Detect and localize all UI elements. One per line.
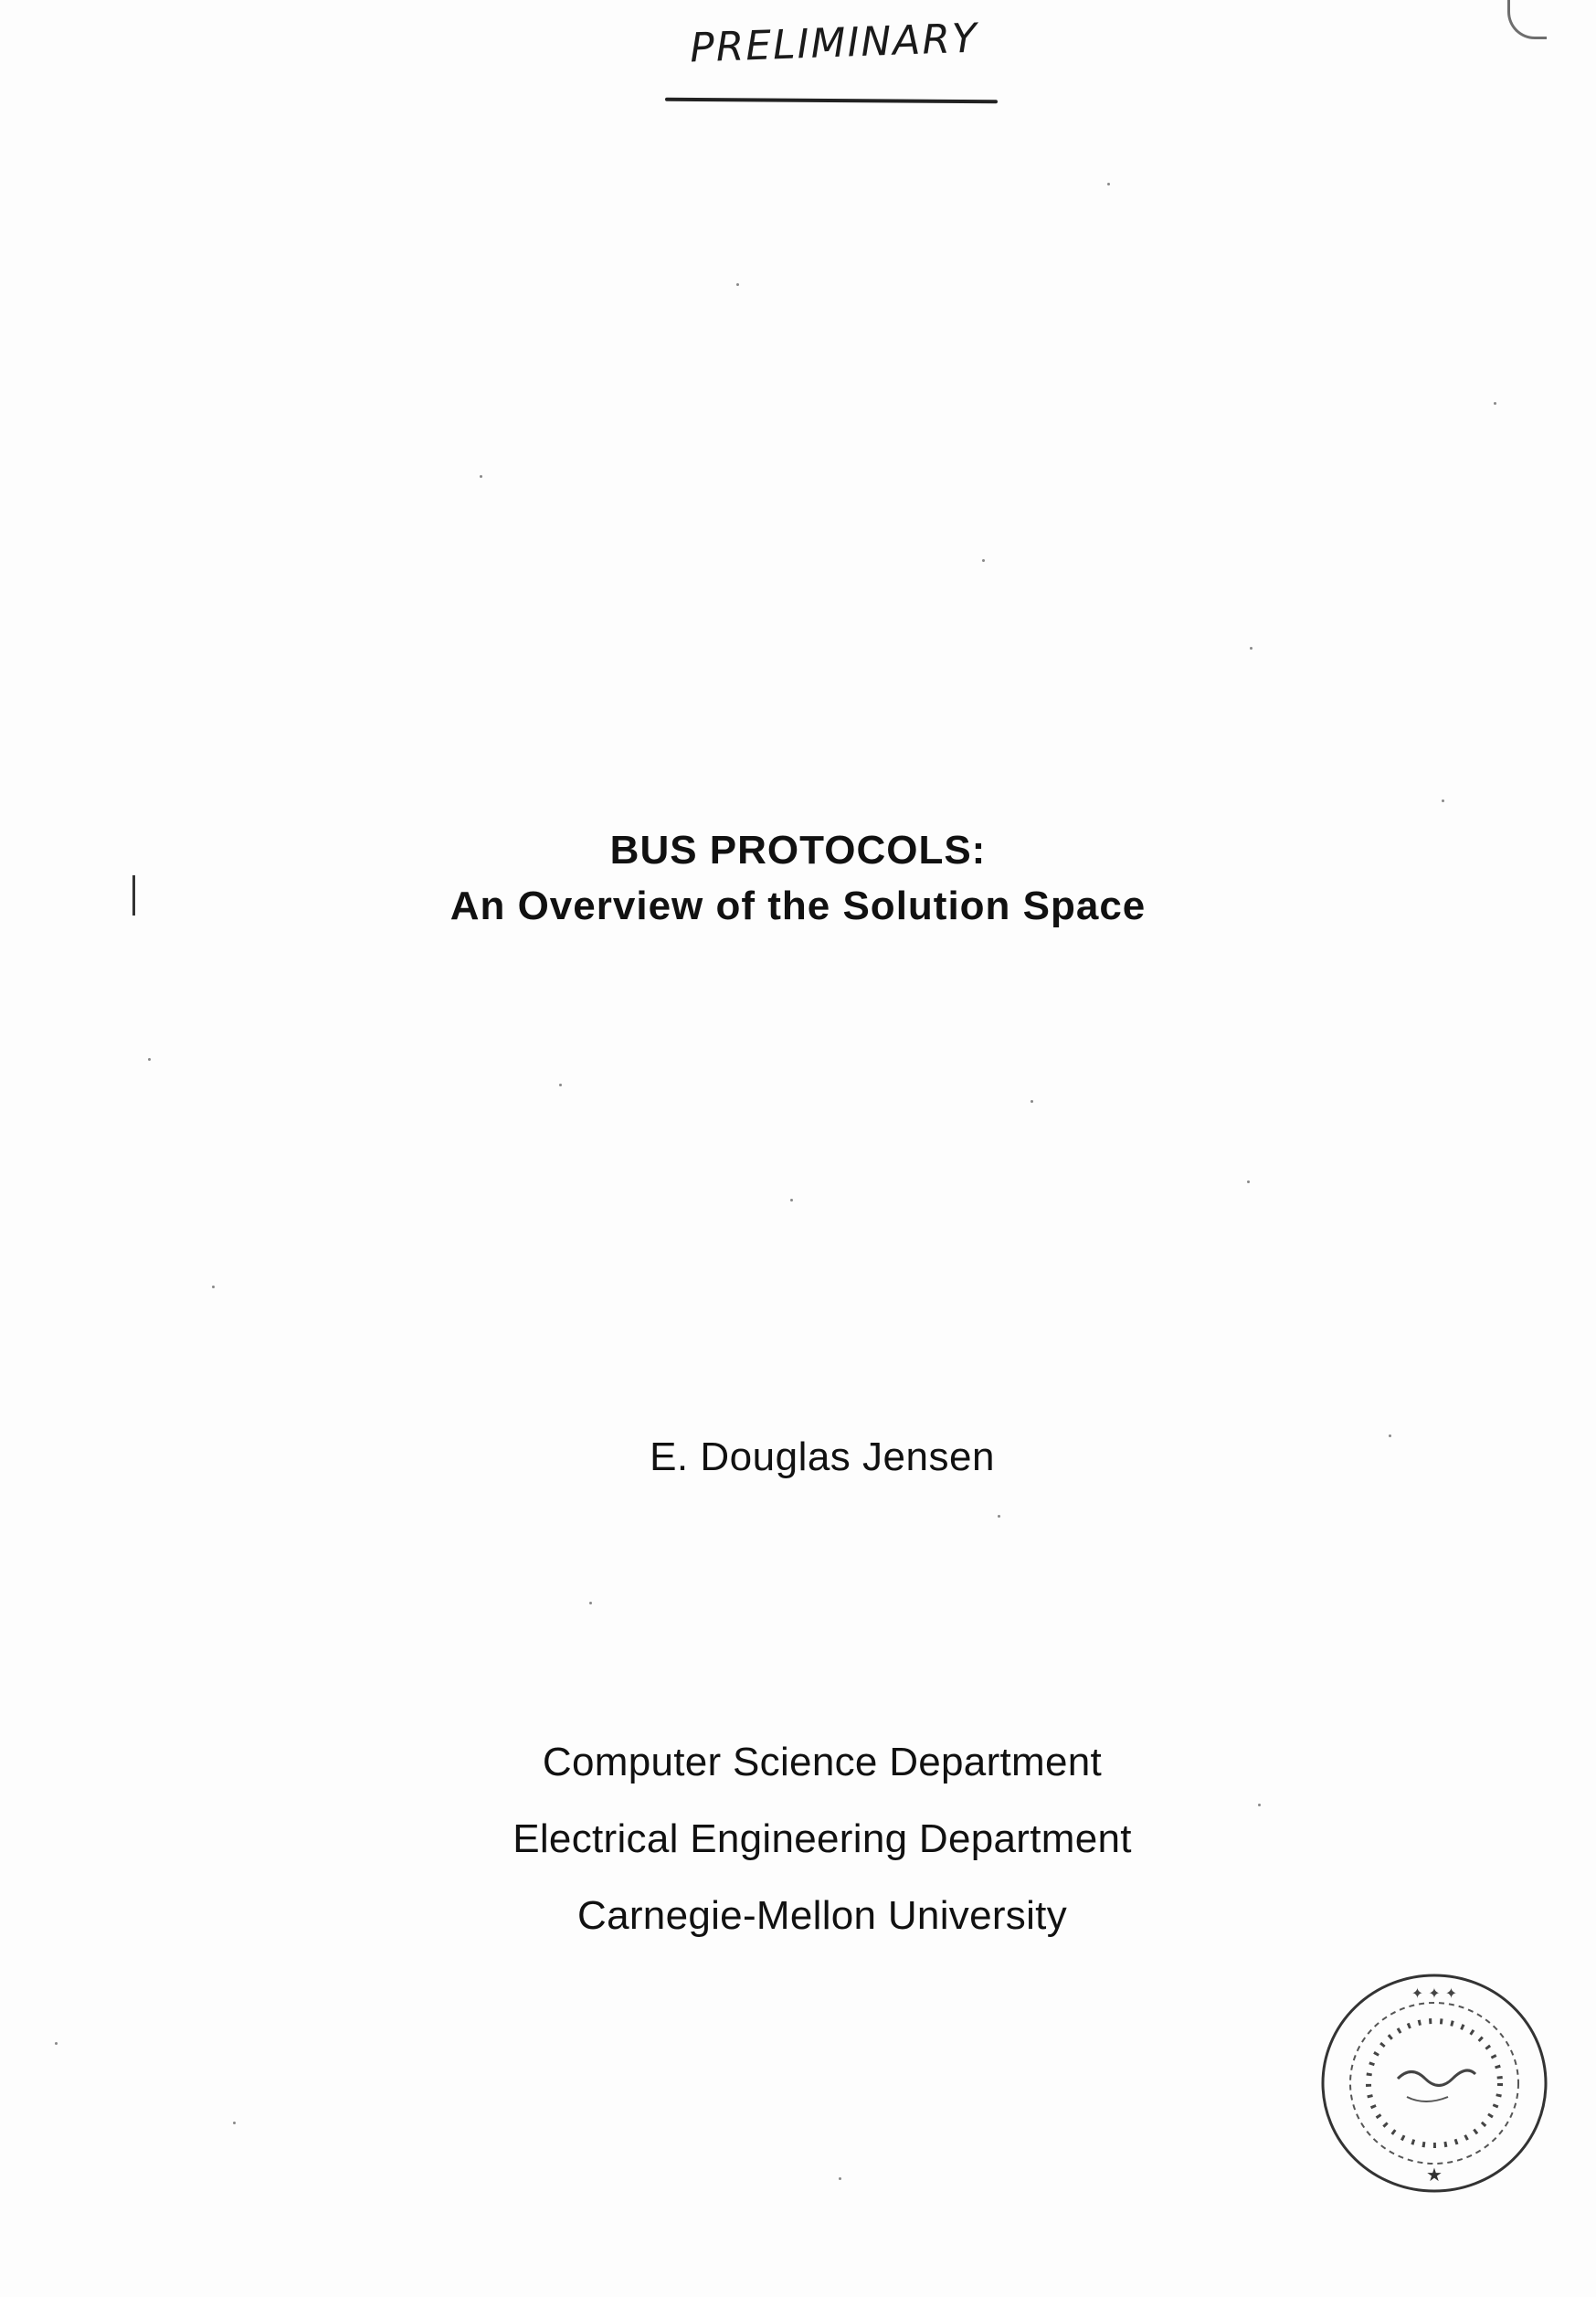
affiliation-line: Electrical Engineering Department xyxy=(513,1816,1132,1861)
speck xyxy=(55,2042,58,2045)
speck xyxy=(212,1286,215,1288)
speck xyxy=(982,559,985,562)
handwritten-underline xyxy=(665,98,998,104)
speck xyxy=(1494,402,1496,405)
speck xyxy=(589,1602,592,1604)
affiliation-line: Computer Science Department xyxy=(542,1740,1103,1784)
speck xyxy=(998,1515,1000,1518)
speck xyxy=(148,1058,151,1061)
affiliation-line: Carnegie-Mellon University xyxy=(577,1893,1067,1938)
corner-pencil-mark xyxy=(1507,0,1547,39)
speck xyxy=(233,2122,236,2124)
document-title: BUS PROTOCOLS: xyxy=(609,828,987,873)
speck xyxy=(480,475,482,478)
svg-text:★: ★ xyxy=(1426,2164,1443,2186)
document-subtitle: An Overview of the Solution Space xyxy=(449,884,1147,928)
speck xyxy=(736,283,739,286)
speck xyxy=(1247,1180,1250,1183)
speck xyxy=(790,1199,793,1201)
speck xyxy=(1107,183,1110,185)
speck xyxy=(1389,1434,1391,1437)
speck xyxy=(559,1084,562,1086)
speck xyxy=(1258,1804,1261,1806)
speck xyxy=(1031,1100,1033,1103)
library-seal-stamp-icon xyxy=(1320,1969,1548,2197)
svg-text:✦ ✦ ✦: ✦ ✦ ✦ xyxy=(1411,1985,1458,2002)
speck xyxy=(1250,647,1252,650)
preliminary-handwritten-note: PRELIMINARY xyxy=(689,15,979,72)
speck xyxy=(1442,799,1444,802)
author-name: E. Douglas Jensen xyxy=(650,1434,995,1479)
speck xyxy=(839,2177,841,2180)
